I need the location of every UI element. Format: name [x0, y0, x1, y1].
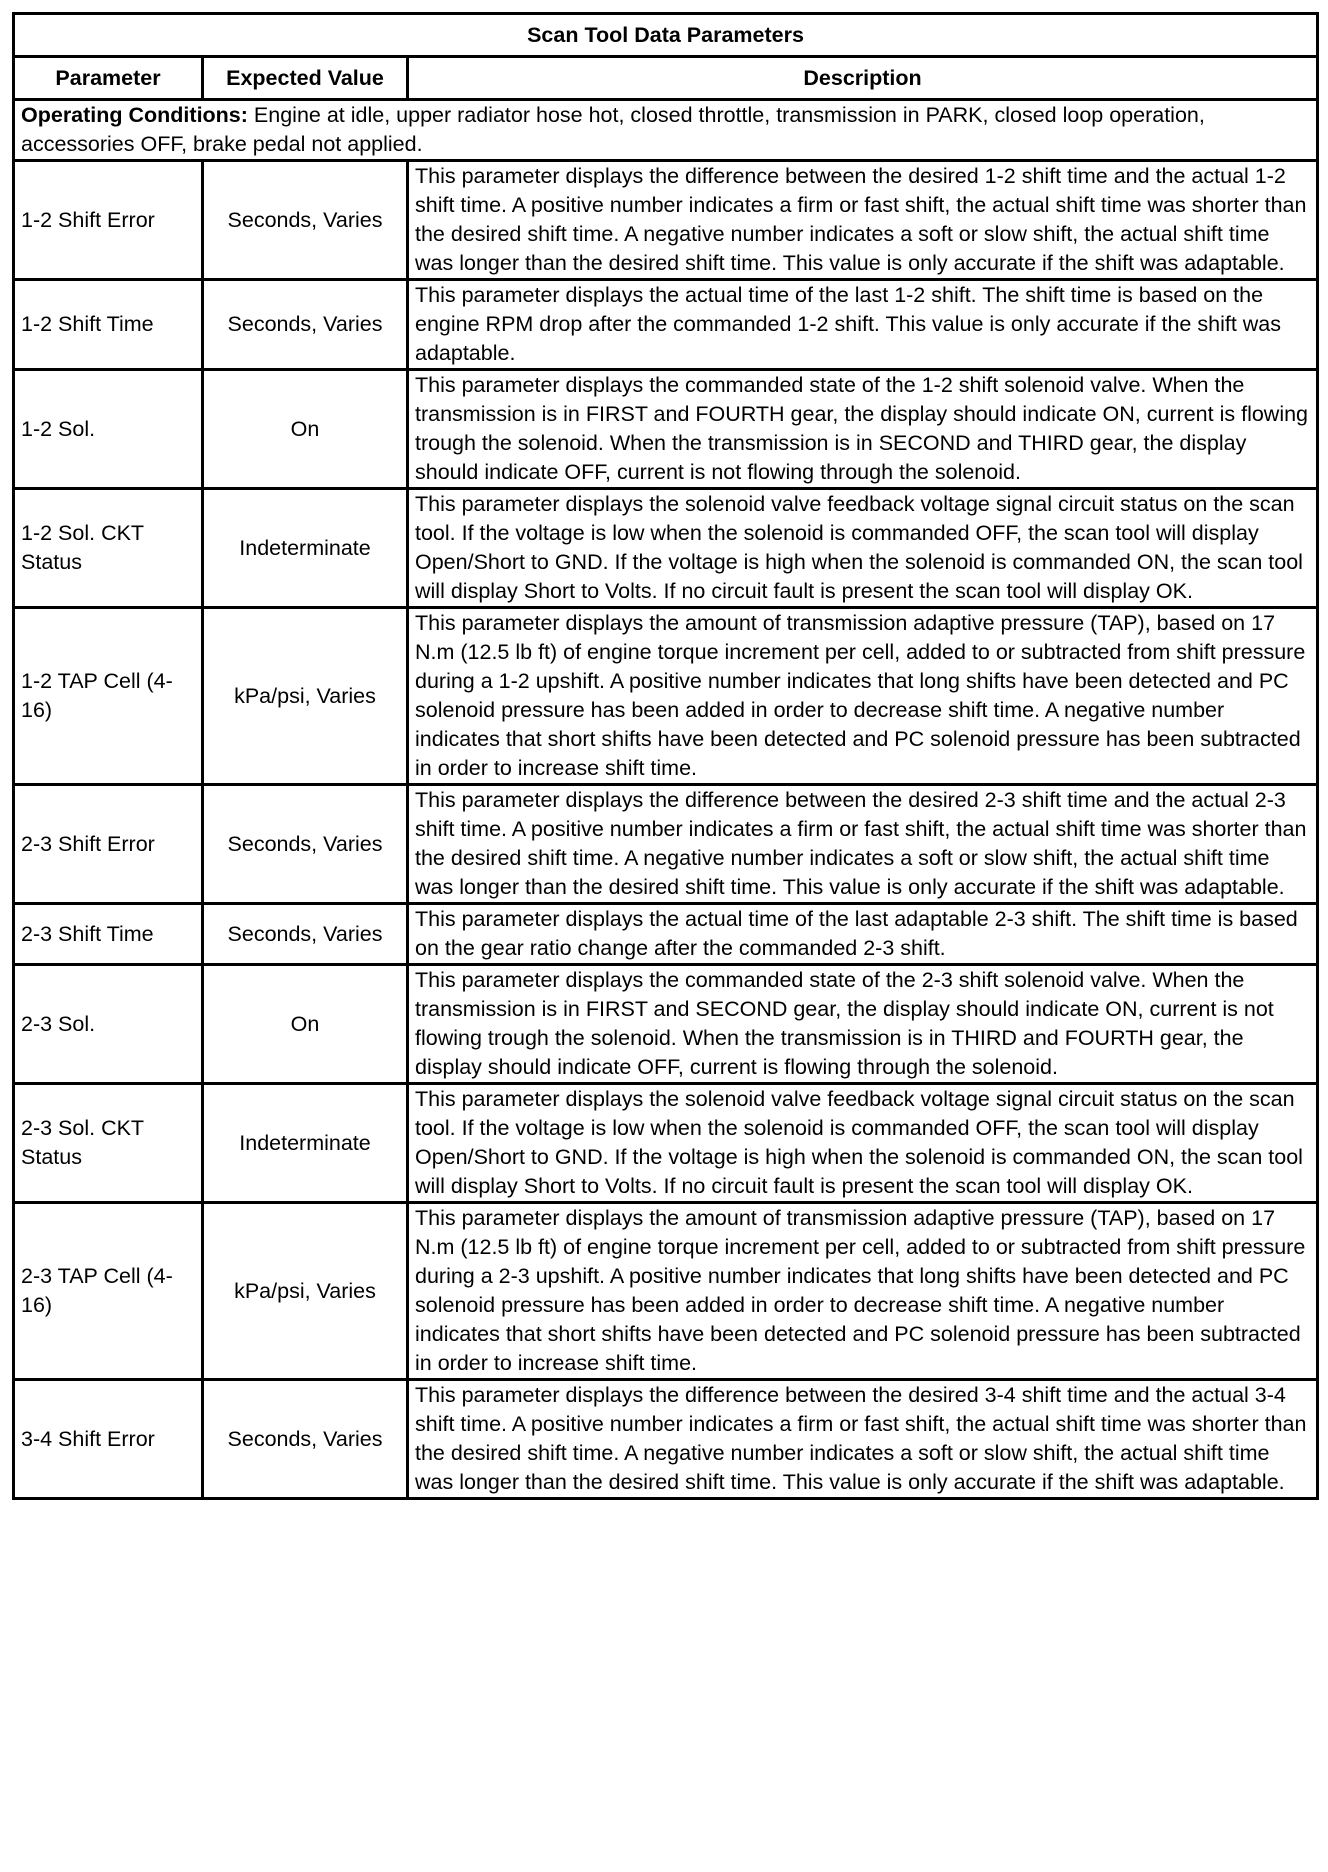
expected-value: Seconds, Varies	[203, 904, 408, 965]
parameter-name: 1-2 Shift Time	[14, 280, 203, 370]
expected-value: Seconds, Varies	[203, 161, 408, 280]
parameter-name: 2-3 Sol. CKT Status	[14, 1084, 203, 1203]
expected-value: On	[203, 965, 408, 1084]
table-row	[14, 904, 1318, 965]
expected-value: kPa/psi, Varies	[203, 608, 408, 785]
operating-conditions-text: Engine at idle, upper radiator hose hot, closed throttle, transmission in PARK, closed loop operation, accessories OFF, brake pedal not applied.	[21, 103, 1205, 156]
parameter-name: 1-2 Sol.	[14, 370, 203, 489]
table-title: Scan Tool Data Parameters	[14, 14, 1318, 57]
title-row	[14, 14, 1318, 57]
parameter-name: 2-3 Shift Time	[14, 904, 203, 965]
expected-value: On	[203, 370, 408, 489]
table-row	[14, 1084, 1318, 1203]
operating-conditions-label: Operating Conditions:	[21, 103, 248, 127]
table-row	[14, 608, 1318, 785]
parameter-name: 2-3 Sol.	[14, 965, 203, 1084]
parameter-description: This parameter displays the difference between the desired 1-2 shift time and the actual 1-2 shift time. A positive number indicates a firm or fast shift, the actual shift time was shorter than the desired shift time. A negative number indicates a soft or slow shift, the actual shift time was longer than the desired shift time. This value is only accurate if the shift was adaptable.	[408, 161, 1318, 280]
parameter-name: 1-2 TAP Cell (4-16)	[14, 608, 203, 785]
scan-tool-data-table	[12, 12, 1319, 1500]
header-expected-value: Expected Value	[203, 57, 408, 100]
table-row	[14, 965, 1318, 1084]
parameter-rows	[14, 161, 1318, 1499]
operating-conditions-row	[14, 100, 1318, 161]
expected-value: kPa/psi, Varies	[203, 1203, 408, 1380]
table-row	[14, 1380, 1318, 1499]
parameter-description: This parameter displays the actual time of the last 1-2 shift. The shift time is based on the engine RPM drop after the commanded 1-2 shift. This value is only accurate if the shift was adaptable.	[408, 280, 1318, 370]
parameter-name: 1-2 Shift Error	[14, 161, 203, 280]
parameter-name: 1-2 Sol. CKT Status	[14, 489, 203, 608]
header-parameter: Parameter	[14, 57, 203, 100]
table-row	[14, 370, 1318, 489]
table-row	[14, 489, 1318, 608]
table-row	[14, 161, 1318, 280]
parameter-description: This parameter displays the commanded state of the 2-3 shift solenoid valve. When the transmission is in FIRST and SECOND gear, the display should indicate ON, current is not flowing trough the solenoid. When the transmission is in THIRD and FOURTH gear, the display should indicate OFF, current is flowing through the solenoid.	[408, 965, 1318, 1084]
expected-value: Seconds, Varies	[203, 1380, 408, 1499]
table-row	[14, 280, 1318, 370]
parameter-name: 3-4 Shift Error	[14, 1380, 203, 1499]
table-row	[14, 785, 1318, 904]
expected-value: Indeterminate	[203, 489, 408, 608]
operating-conditions	[14, 100, 1318, 161]
header-row	[14, 57, 1318, 100]
parameter-description: This parameter displays the solenoid valve feedback voltage signal circuit status on the scan tool. If the voltage is low when the solenoid is commanded OFF, the scan tool will display Open/Short to GND. If the voltage is high when the solenoid is commanded ON, the scan tool will display Short to Volts. If no circuit fault is present the scan tool will display OK.	[408, 1084, 1318, 1203]
expected-value: Indeterminate	[203, 1084, 408, 1203]
parameter-name: 2-3 Shift Error	[14, 785, 203, 904]
table-row	[14, 1203, 1318, 1380]
parameter-description: This parameter displays the solenoid valve feedback voltage signal circuit status on the scan tool. If the voltage is low when the solenoid is commanded OFF, the scan tool will display Open/Short to GND. If the voltage is high when the solenoid is commanded ON, the scan tool will display Short to Volts. If no circuit fault is present the scan tool will display OK.	[408, 489, 1318, 608]
parameter-description: This parameter displays the amount of transmission adaptive pressure (TAP), based on 17 N.m (12.5 lb ft) of engine torque increment per cell, added to or subtracted from shift pressure during a 1-2 upshift. A positive number indicates that long shifts have been detected and PC solenoid pressure has been added in order to decrease shift time. A negative number indicates that short shifts have been detected and PC solenoid pressure has been subtracted in order to increase shift time.	[408, 608, 1318, 785]
parameter-description: This parameter displays the commanded state of the 1-2 shift solenoid valve. When the transmission is in FIRST and FOURTH gear, the display should indicate ON, current is flowing trough the solenoid. When the transmission is in SECOND and THIRD gear, the display should indicate OFF, current is not flowing through the solenoid.	[408, 370, 1318, 489]
parameter-name: 2-3 TAP Cell (4-16)	[14, 1203, 203, 1380]
parameter-description: This parameter displays the difference between the desired 3-4 shift time and the actual 3-4 shift time. A positive number indicates a firm or fast shift, the actual shift time was shorter than the desired shift time. A negative number indicates a soft or slow shift, the actual shift time was longer than the desired shift time. This value is only accurate if the shift was adaptable.	[408, 1380, 1318, 1499]
expected-value: Seconds, Varies	[203, 785, 408, 904]
parameter-description: This parameter displays the difference between the desired 2-3 shift time and the actual 2-3 shift time. A positive number indicates a firm or fast shift, the actual shift time was shorter than the desired shift time. A negative number indicates a soft or slow shift, the actual shift time was longer than the desired shift time. This value is only accurate if the shift was adaptable.	[408, 785, 1318, 904]
parameter-description: This parameter displays the amount of transmission adaptive pressure (TAP), based on 17 N.m (12.5 lb ft) of engine torque increment per cell, added to or subtracted from shift pressure during a 2-3 upshift. A positive number indicates that long shifts have been detected and PC solenoid pressure has been added in order to decrease shift time. A negative number indicates that short shifts have been detected and PC solenoid pressure has been subtracted in order to increase shift time.	[408, 1203, 1318, 1380]
expected-value: Seconds, Varies	[203, 280, 408, 370]
parameter-description: This parameter displays the actual time of the last adaptable 2-3 shift. The shift time is based on the gear ratio change after the commanded 2-3 shift.	[408, 904, 1318, 965]
header-description: Description	[408, 57, 1318, 100]
